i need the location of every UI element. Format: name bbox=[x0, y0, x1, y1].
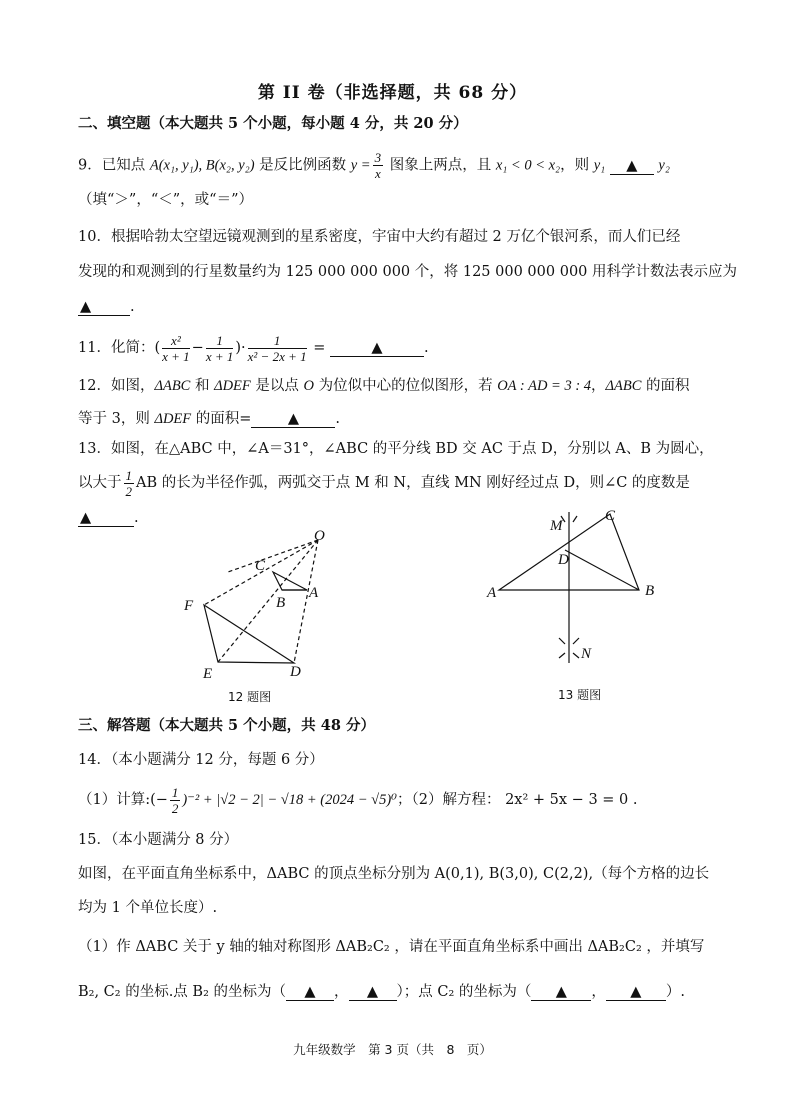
q12-text-f: 的面积 bbox=[641, 378, 690, 394]
q12-abc: ΔABC bbox=[154, 378, 191, 394]
q11-f1-den: x + 1 bbox=[162, 348, 190, 364]
q9-text-c: 图象上两点，且 bbox=[385, 157, 496, 174]
fig13-label-c: C bbox=[605, 508, 616, 524]
fig13-label-a: A bbox=[487, 585, 497, 601]
q12-text-c: 是以点 bbox=[250, 378, 304, 394]
section-fill-in-heading: 二、填空题（本大题共 5 个小题，每小题 4 分，共 20 分） bbox=[78, 115, 468, 132]
q15-c2-y-blank[interactable]: ▲ bbox=[606, 984, 666, 1001]
q13-answer-blank[interactable]: ▲ bbox=[78, 510, 134, 527]
q12-text-g: 等于 3，则 bbox=[78, 411, 155, 427]
q9-answer-blank[interactable]: ▲ bbox=[610, 158, 654, 175]
q14-frac-den: 2 bbox=[171, 800, 179, 816]
q14-p1-b: )⁻² + |√2 − 2| − √18 + (2024 − √5)⁰ bbox=[182, 792, 397, 808]
q9-text-d: ，则 bbox=[560, 157, 594, 174]
fig12-line-od bbox=[294, 540, 318, 663]
fig13-arc-m2 bbox=[573, 516, 577, 522]
q12-def: ΔDEF bbox=[214, 378, 251, 394]
q11-answer-blank[interactable]: ▲ bbox=[330, 340, 424, 357]
q14-p1-a: （1）计算:(− bbox=[78, 792, 168, 808]
q10-line1: 10．根据哈勃太空望远镜观测到的星系密度，宇宙中大约有超过 2 万亿个银河系，而人们已经 bbox=[78, 229, 681, 245]
q15-line2: 均为 1 个单位长度）. bbox=[78, 900, 218, 916]
fig13-label-b: B bbox=[645, 583, 655, 599]
fig12-triangle-def bbox=[204, 605, 294, 663]
q14-frac-num: 1 bbox=[171, 784, 179, 800]
q10-line3 bbox=[78, 297, 745, 317]
fig13-label-d: D bbox=[558, 552, 569, 568]
fig12-label-d: D bbox=[290, 664, 301, 680]
q12-end: . bbox=[335, 411, 341, 427]
q15-text-b: ）；点 C₂ 的坐标为（ bbox=[396, 984, 532, 1000]
q15-comma-1: ， bbox=[334, 984, 349, 1000]
q12-text-h: 的面积= bbox=[191, 411, 252, 427]
figure-12-caption: 12 题图 bbox=[228, 690, 272, 704]
q14-head: 14．（本小题满分 12 分，每题 6 分） bbox=[78, 752, 324, 768]
figure-12-svg bbox=[170, 520, 350, 685]
q15-head: 15．（本小题满分 8 分） bbox=[78, 832, 239, 848]
q11-fraction-1 bbox=[162, 333, 190, 364]
q11-minus: − bbox=[191, 340, 204, 356]
fig13-arc-n1 bbox=[559, 638, 565, 644]
q10-answer-blank[interactable]: ▲ bbox=[78, 299, 130, 316]
q9-y2: y₂ bbox=[658, 157, 670, 174]
q11-fraction-3 bbox=[248, 333, 307, 364]
figure-13-svg bbox=[485, 508, 665, 673]
section-solve-heading: 三、解答题（本大题共 5 个小题，共 48 分） bbox=[78, 717, 375, 734]
q9-frac-den: x bbox=[374, 166, 381, 181]
q12-text-d: 为位似中心的位似图形，若 bbox=[313, 378, 498, 394]
fig12-label-a: A bbox=[309, 585, 319, 601]
q13-line2 bbox=[78, 466, 745, 500]
q9-text-b: 是反比例函数 bbox=[254, 157, 351, 174]
fig12-label-f: F bbox=[184, 598, 194, 614]
q12-line2 bbox=[78, 409, 745, 429]
fig13-label-m: M bbox=[550, 518, 563, 534]
question-9 bbox=[78, 150, 745, 181]
fig12-line-oc bbox=[228, 540, 318, 572]
q10-end: . bbox=[130, 299, 135, 315]
part-title: 第 II 卷（非选择题，共 68 分） bbox=[257, 83, 528, 103]
q12-answer-blank[interactable]: ▲ bbox=[251, 411, 335, 428]
fig13-line-bd bbox=[565, 550, 639, 590]
q11-fraction-2 bbox=[206, 333, 234, 364]
q13-text-b: AB 的长为半径作弧，两弧交于点 M 和 N，直线 MN 刚好经过点 D，则∠C 的度数是 bbox=[136, 475, 690, 491]
q15-text-c: ）. bbox=[665, 984, 685, 1000]
q9-points: A(x₁, y₁), B(x₂, y₂) bbox=[149, 157, 255, 174]
fig13-arc-n2 bbox=[573, 638, 579, 644]
q15-c2-x-blank[interactable]: ▲ bbox=[531, 984, 591, 1001]
q12-abc-2: ΔABC bbox=[605, 378, 642, 394]
q14-fraction bbox=[170, 785, 181, 816]
question-11 bbox=[78, 330, 745, 366]
q15-b2-y-blank[interactable]: ▲ bbox=[349, 984, 397, 1001]
figure-13-caption: 13 题图 bbox=[558, 688, 602, 702]
q9-condition: x₁ < 0 < x₂ bbox=[495, 157, 561, 174]
page-footer: 九年级数学 第 3 页（共 8 页） bbox=[293, 1042, 492, 1057]
q11-f3-den: x² − 2x + 1 bbox=[247, 348, 307, 364]
fig12-line-oe bbox=[218, 540, 318, 662]
fig12-label-c: C bbox=[255, 558, 266, 574]
q15-line4 bbox=[78, 982, 745, 1002]
q9-fraction bbox=[373, 150, 384, 181]
q14-body bbox=[78, 782, 745, 818]
fig13-arc-n4 bbox=[573, 653, 579, 658]
q11-close: )· bbox=[235, 340, 246, 356]
q11-end: . bbox=[424, 340, 429, 356]
q12-o: O bbox=[303, 378, 314, 394]
q9-y1: y₁ bbox=[593, 157, 606, 174]
q12-def-2: ΔDEF bbox=[154, 411, 192, 427]
q13-line1: 13．如图，在△ABC 中，∠A＝31°，∠ABC 的平分线 BD 交 AC 于点 D，分别以 A、B 为圆心， bbox=[78, 441, 714, 457]
q9-hint: （填“＞”，“＜”，或“＝”） bbox=[78, 192, 253, 208]
fig12-label-e: E bbox=[203, 666, 213, 682]
figure-12 bbox=[170, 520, 350, 685]
q11-f2-den: x + 1 bbox=[205, 348, 234, 364]
q9-text-a: 9．已知点 bbox=[78, 157, 150, 174]
q13-fraction bbox=[124, 468, 135, 499]
q9-frac-num: 3 bbox=[374, 150, 382, 165]
fig13-arc-n3 bbox=[559, 653, 565, 658]
q12-text-a: 12．如图， bbox=[78, 378, 155, 394]
q13-frac-num: 1 bbox=[125, 467, 132, 483]
q11-f3-num: 1 bbox=[248, 333, 307, 349]
q13-text-a: 以大于 bbox=[78, 475, 122, 491]
q15-text-a: B₂, C₂ 的坐标.点 B₂ 的坐标为（ bbox=[78, 984, 286, 1000]
q13-end: . bbox=[134, 510, 139, 526]
q12-ratio: OA : AD = 3 : 4 bbox=[497, 378, 592, 394]
q15-comma-2: ， bbox=[591, 984, 606, 1000]
q10-line2: 发现的和观测到的行星数量约为 125 000 000 000 个，将 125 000 000 000 用科学计数法表示应为 bbox=[78, 264, 737, 280]
q13-frac-den: 2 bbox=[125, 483, 132, 499]
figure-13 bbox=[485, 508, 665, 673]
q15-line1: 如图，在平面直角坐标系中，ΔABC 的顶点坐标分别为 A(0,1), B(3,0), C(2,2),（每个方格的边长 bbox=[78, 866, 710, 882]
q12-text-e: ， bbox=[591, 378, 606, 394]
q15-line3: （1）作 ΔABC 关于 y 轴的轴对称图形 ΔAB₂C₂ ，请在平面直角坐标系中画出 ΔAB₂C₂ ，并填写 bbox=[78, 939, 705, 955]
q11-label: 11．化简：( bbox=[78, 340, 161, 356]
q14-p2: ；（2）解方程： 2x² + 5x − 3 = 0 . bbox=[397, 792, 638, 808]
q15-b2-x-blank[interactable]: ▲ bbox=[286, 984, 334, 1001]
fig13-label-n: N bbox=[581, 646, 592, 662]
q11-equals: = bbox=[308, 340, 330, 356]
q11-f1-num: x² bbox=[162, 333, 190, 349]
fig12-label-b: B bbox=[276, 595, 286, 611]
fig12-label-o: O bbox=[314, 528, 325, 544]
q12-line1 bbox=[78, 376, 745, 396]
q11-f2-num: 1 bbox=[206, 333, 234, 349]
q12-text-b: 和 bbox=[190, 378, 215, 394]
q9-func-lhs: y = bbox=[350, 157, 371, 174]
